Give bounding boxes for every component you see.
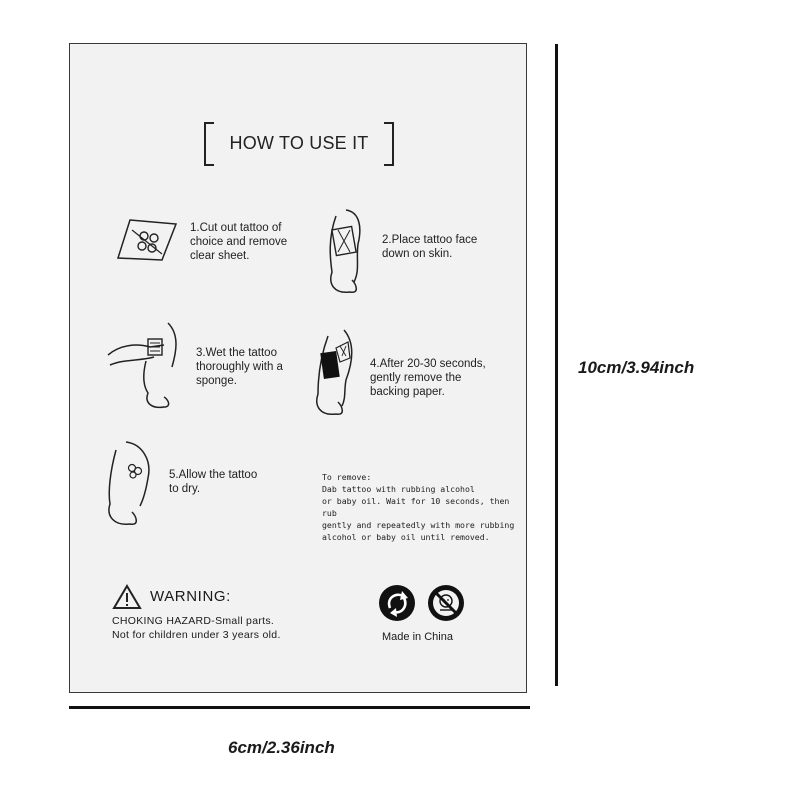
recycle-icon <box>378 584 416 622</box>
title-text: HOW TO USE IT <box>229 133 369 153</box>
height-dimension-line <box>555 44 558 686</box>
step-1-text: 1.Cut out tattoo of choice and remove clear sheet. <box>190 222 288 262</box>
instruction-card <box>69 43 527 693</box>
wet-sponge-icon <box>106 321 182 411</box>
dry-tattoo-icon <box>104 440 158 530</box>
step-2-text: 2.Place tattoo face down on skin. <box>382 234 478 260</box>
remove-paper-icon <box>306 328 368 420</box>
width-label: 6cm/2.36inch <box>228 738 335 757</box>
cut-tattoo-icon <box>116 216 178 262</box>
step-3-text: 3.Wet the tattoo thoroughly with a sponge. <box>196 347 283 387</box>
warning-title: WARNING: <box>150 588 231 605</box>
step-4-text: 4.After 20-30 seconds, gently remove the backing paper. <box>370 358 486 398</box>
made-in-text: Made in China <box>382 631 453 643</box>
warning-text: CHOKING HAZARD-Small parts. Not for children under 3 years old. <box>112 615 281 641</box>
removal-instructions: To remove: Dab tattoo with rubbing alcohol or baby oil. Wait for 10 seconds, then rub gently and repeatedly with more rubbing alcohol or baby oil until removed. <box>322 472 515 542</box>
width-dimension-line <box>69 706 530 709</box>
warning-triangle-icon <box>112 584 142 610</box>
height-label: 10cm/3.94inch <box>578 358 695 377</box>
page-title <box>204 122 394 166</box>
step-5-text: 5.Allow the tattoo to dry. <box>169 469 258 495</box>
place-on-skin-icon <box>320 208 376 300</box>
no-children-icon <box>427 584 465 622</box>
